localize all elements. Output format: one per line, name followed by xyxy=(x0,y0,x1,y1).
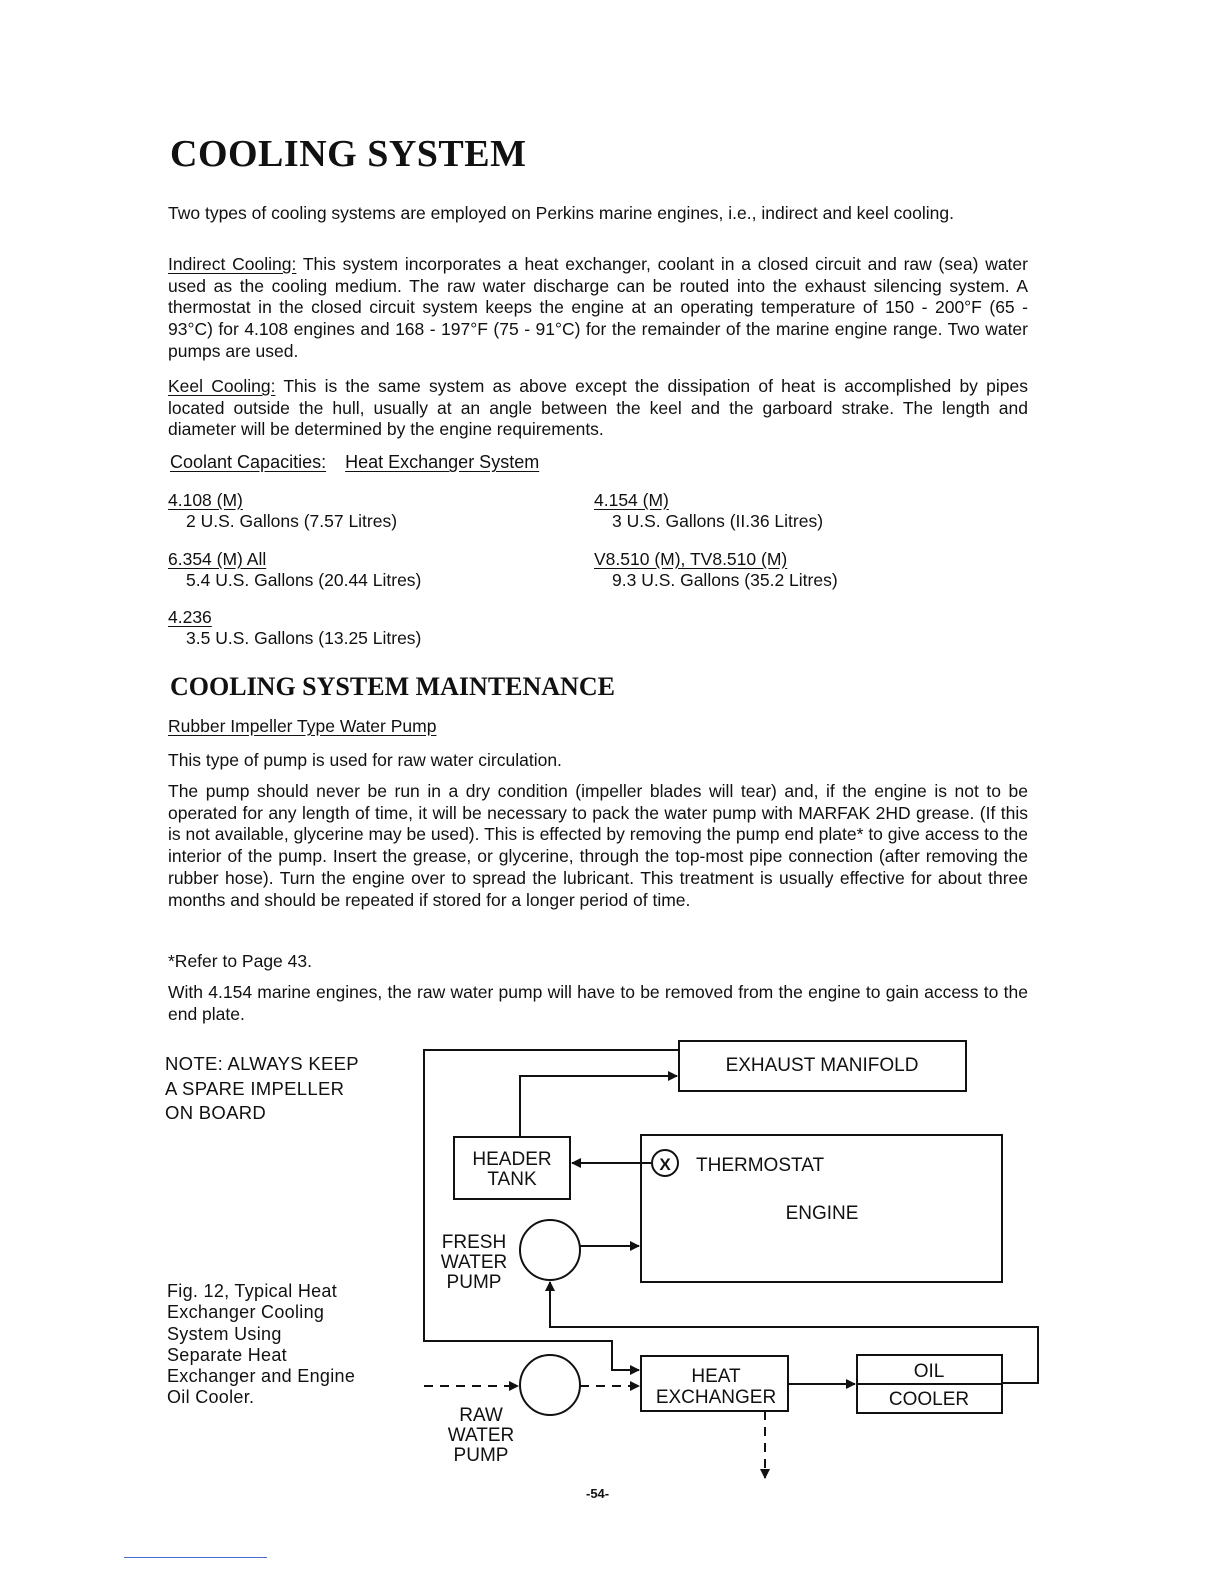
capacity-model: 4.108 (M) xyxy=(168,490,243,510)
footer-rule xyxy=(124,1557,267,1558)
exhaust-manifold-label: EXHAUST MANIFOLD xyxy=(725,1055,919,1076)
thermostat-symbol-label: X xyxy=(659,1155,671,1174)
caption-line: Exchanger Cooling xyxy=(167,1302,325,1323)
maintenance-paragraph: The pump should never be run in a dry condition (impeller blades will tear) and, if the engine is not to be operated for any length of time, it will be necessary to pack the water pump with MARFAK 2HD grease. (If this is not available, glycerine may be used). This is effected by removing the pump end plate* to give access to the interior of the pump. Insert the grease, or glycerine, through the top-most pipe connection (after removing the rubber hose). Turn the engine over to spread the lubricant. This treatment is usually effective for about three months and should be repeated if stored for a longer period of time. xyxy=(168,781,1028,910)
fresh-water-pump-label-line3: PUMP xyxy=(446,1272,502,1293)
raw-water-pump-label-line3: PUMP xyxy=(453,1445,509,1466)
capacity-value: 3 U.S. Gallons (II.36 Litres) xyxy=(612,511,824,531)
raw-water-pump-circle xyxy=(520,1355,580,1415)
pump-heading: Rubber Impeller Type Water Pump xyxy=(168,716,437,736)
caption-line: Oil Cooler. xyxy=(167,1387,255,1408)
capacity-value: 5.4 U.S. Gallons (20.44 Litres) xyxy=(186,570,422,590)
oil-cooler-label-line1: OIL xyxy=(913,1361,945,1382)
capacity-model: 6.354 (M) All xyxy=(168,549,267,569)
capacity-model: 4.236 xyxy=(168,607,212,627)
indirect-cooling-label: Indirect Cooling: xyxy=(168,254,297,274)
capacities-label: Coolant Capacities: xyxy=(170,452,327,472)
header-to-exhaust-line xyxy=(520,1076,677,1137)
heat-exchanger-label-line1: HEAT xyxy=(691,1366,741,1387)
raw-water-pump-label-line1: RAW xyxy=(459,1405,503,1426)
fresh-water-pump-circle xyxy=(520,1220,580,1280)
capacities-system: Heat Exchanger System xyxy=(345,452,540,472)
header-tank-label-line1: HEADER xyxy=(472,1149,552,1170)
oil-cooler-label-line2: COOLER xyxy=(888,1389,970,1410)
keel-cooling-label: Keel Cooling: xyxy=(168,376,276,396)
page-reference: *Refer to Page 43. xyxy=(168,951,312,971)
header-tank-label-line2: TANK xyxy=(487,1169,537,1190)
fresh-water-pump-label-line2: WATER xyxy=(440,1252,508,1273)
capacity-value: 2 U.S. Gallons (7.57 Litres) xyxy=(186,511,398,531)
intro-paragraph: Two types of cooling systems are employed on Perkins marine engines, i.e., indirect and keel cooling. xyxy=(168,203,954,223)
keel-cooling-text: This is the same system as above except the dissipation of heat is accomplished by pipes located outside the hull, usually at an angle between the keel and the garboard strake. The length and diameter will be determined by the engine requirements. xyxy=(168,376,1028,440)
note-line: ON BOARD xyxy=(165,1102,267,1123)
maintenance-paragraph: This type of pump is used for raw water circulation. xyxy=(168,750,562,770)
engine-label: ENGINE xyxy=(785,1203,859,1224)
page-title: COOLING SYSTEM xyxy=(170,133,527,175)
capacity-model: 4.154 (M) xyxy=(594,490,669,510)
caption-line: Exchanger and Engine xyxy=(167,1366,356,1387)
raw-water-pump-label-line2: WATER xyxy=(447,1425,515,1446)
maintenance-paragraph: With 4.154 marine engines, the raw water pump will have to be removed from the engine to gain access to the end plate. xyxy=(168,982,1028,1024)
indirect-cooling-text: This system incorporates a heat exchanger, coolant in a closed circuit and raw (sea) water used as the cooling medium. The raw water discharge can be routed into the exhaust silencing system. A thermostat in the closed circuit system keeps the engine at an operating temperature of 150 - 200°F (65 - 93°C) for 4.108 engines and 168 - 197°F (75 - 91°C) for the remainder of the marine engine range. Two water pumps are used. xyxy=(168,254,1028,361)
note-line: A SPARE IMPELLER xyxy=(165,1077,345,1099)
capacity-model: V8.510 (M), TV8.510 (M) xyxy=(594,549,788,569)
thermostat-label: THERMOSTAT xyxy=(696,1155,825,1176)
maintenance-title: COOLING SYSTEM MAINTENANCE xyxy=(170,672,615,701)
fresh-water-pump-label-line1: FRESH xyxy=(441,1232,507,1253)
capacity-value: 9.3 U.S. Gallons (35.2 Litres) xyxy=(612,570,838,590)
oil-cooler-to-pump-line xyxy=(550,1282,1038,1383)
caption-line: System Using xyxy=(167,1323,282,1344)
caption-line: Fig. 12, Typical Heat xyxy=(167,1281,338,1301)
page-number: -54- xyxy=(586,1486,610,1501)
heat-exchanger-label-line2: EXCHANGER xyxy=(655,1387,777,1408)
caption-line: Separate Heat xyxy=(167,1344,287,1365)
capacity-value: 3.5 U.S. Gallons (13.25 Litres) xyxy=(186,628,422,648)
note-line: NOTE: ALWAYS KEEP xyxy=(165,1053,359,1074)
